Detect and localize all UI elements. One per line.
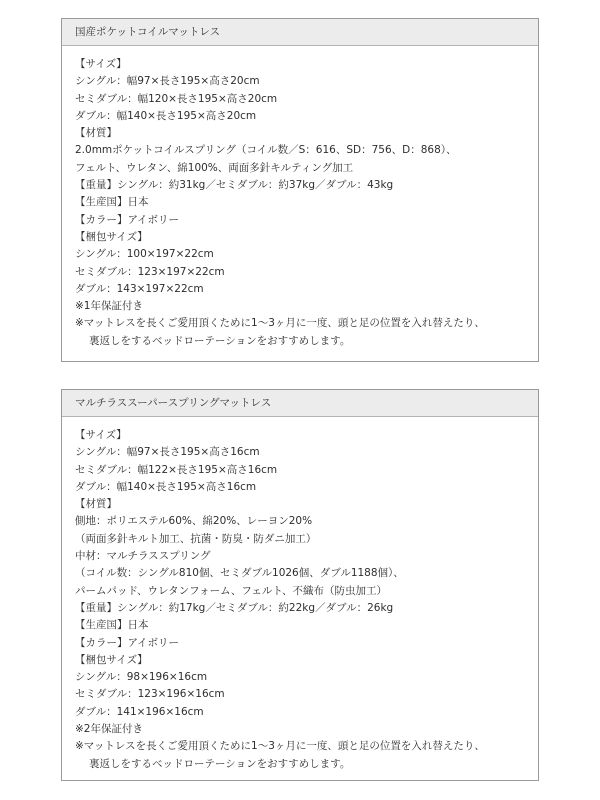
spec-line: 裏返しをするベッドローテーションをおすすめします。: [89, 757, 351, 770]
spec-line: ダブル：141×196×16cm: [75, 705, 204, 718]
spec-line: 裏返しをするベッドローテーションをおすすめします。: [89, 334, 351, 347]
spec-line: 【梱包サイズ】: [75, 230, 148, 243]
spec-line: セミダブル：123×196×16cm: [75, 688, 225, 701]
spec-line: ※1年保証付き: [75, 300, 143, 313]
spec-line: 【生産国】日本: [75, 619, 149, 632]
spec-card-multilath-spring: [61, 389, 539, 781]
spec-line: ※マットレスを長くご愛用頂くために1～3ヶ月に一度、頭と足の位置を入れ替えたり、: [75, 317, 485, 330]
spec-line: 【重量】シングル：約31kg／セミダブル：約37kg／ダブル：43kg: [75, 179, 394, 192]
card-title: マルチラススーパースプリングマットレス: [62, 390, 538, 417]
spec-line: ダブル：143×197×22cm: [75, 282, 204, 295]
spec-list: [62, 417, 538, 773]
spec-line: 【生産国】日本: [75, 196, 149, 209]
spec-line: ※2年保証付き: [75, 723, 143, 736]
spec-line: シングル：幅97×長さ195×高さ20cm: [75, 75, 260, 88]
spec-line: 【材質】: [75, 127, 117, 140]
spec-line: 【カラー】アイボリー: [75, 213, 180, 226]
spec-line: シングル：幅97×長さ195×高さ16cm: [75, 446, 260, 459]
spec-line: パームパッド、ウレタンフォーム、フェルト、不織布（防虫加工）: [75, 584, 387, 597]
spec-line: 【重量】シングル：約17kg／セミダブル：約22kg／ダブル：26kg: [75, 601, 394, 614]
spec-line: 中材：マルチラススプリング: [75, 550, 211, 563]
spec-line: シングル：100×197×22cm: [75, 248, 214, 261]
card-title: 国産ポケットコイルマットレス: [62, 19, 538, 46]
spec-line: 【サイズ】: [75, 58, 127, 70]
spec-line: 【材質】: [75, 498, 117, 511]
spec-line: フェルト、ウレタン、綿100%、両面多針キルティング加工: [75, 161, 354, 174]
spec-line: 【梱包サイズ】: [75, 653, 148, 666]
spec-line: セミダブル：123×197×22cm: [75, 265, 225, 278]
spec-line: 【サイズ】: [75, 429, 127, 441]
spec-line: ダブル：幅140×長さ195×高さ20cm: [75, 109, 257, 122]
spec-line: 2.0mmポケットコイルスプリング（コイル数／S：616、SD：756、D：868）、: [75, 144, 457, 157]
spec-line: 【カラー】アイボリー: [75, 636, 180, 649]
spec-line: （両面多針キルト加工、抗菌・防臭・防ダニ加工）: [75, 532, 317, 545]
spec-line: セミダブル：幅122×長さ195×高さ16cm: [75, 463, 278, 476]
spec-line: ※マットレスを長くご愛用頂くために1～3ヶ月に一度、頭と足の位置を入れ替えたり、: [75, 740, 485, 753]
spec-list: [62, 46, 538, 350]
spec-line: （コイル数：シングル810個、セミダブル1026個、ダブル1188個）、: [75, 567, 404, 580]
spec-line: シングル：98×196×16cm: [75, 671, 208, 684]
spec-line: セミダブル：幅120×長さ195×高さ20cm: [75, 92, 278, 105]
spec-line: 側地：ポリエステル60%、綿20%、レーヨン20%: [75, 515, 313, 528]
spec-line: ダブル：幅140×長さ195×高さ16cm: [75, 480, 257, 493]
spec-card-pocket-coil: [61, 18, 539, 362]
